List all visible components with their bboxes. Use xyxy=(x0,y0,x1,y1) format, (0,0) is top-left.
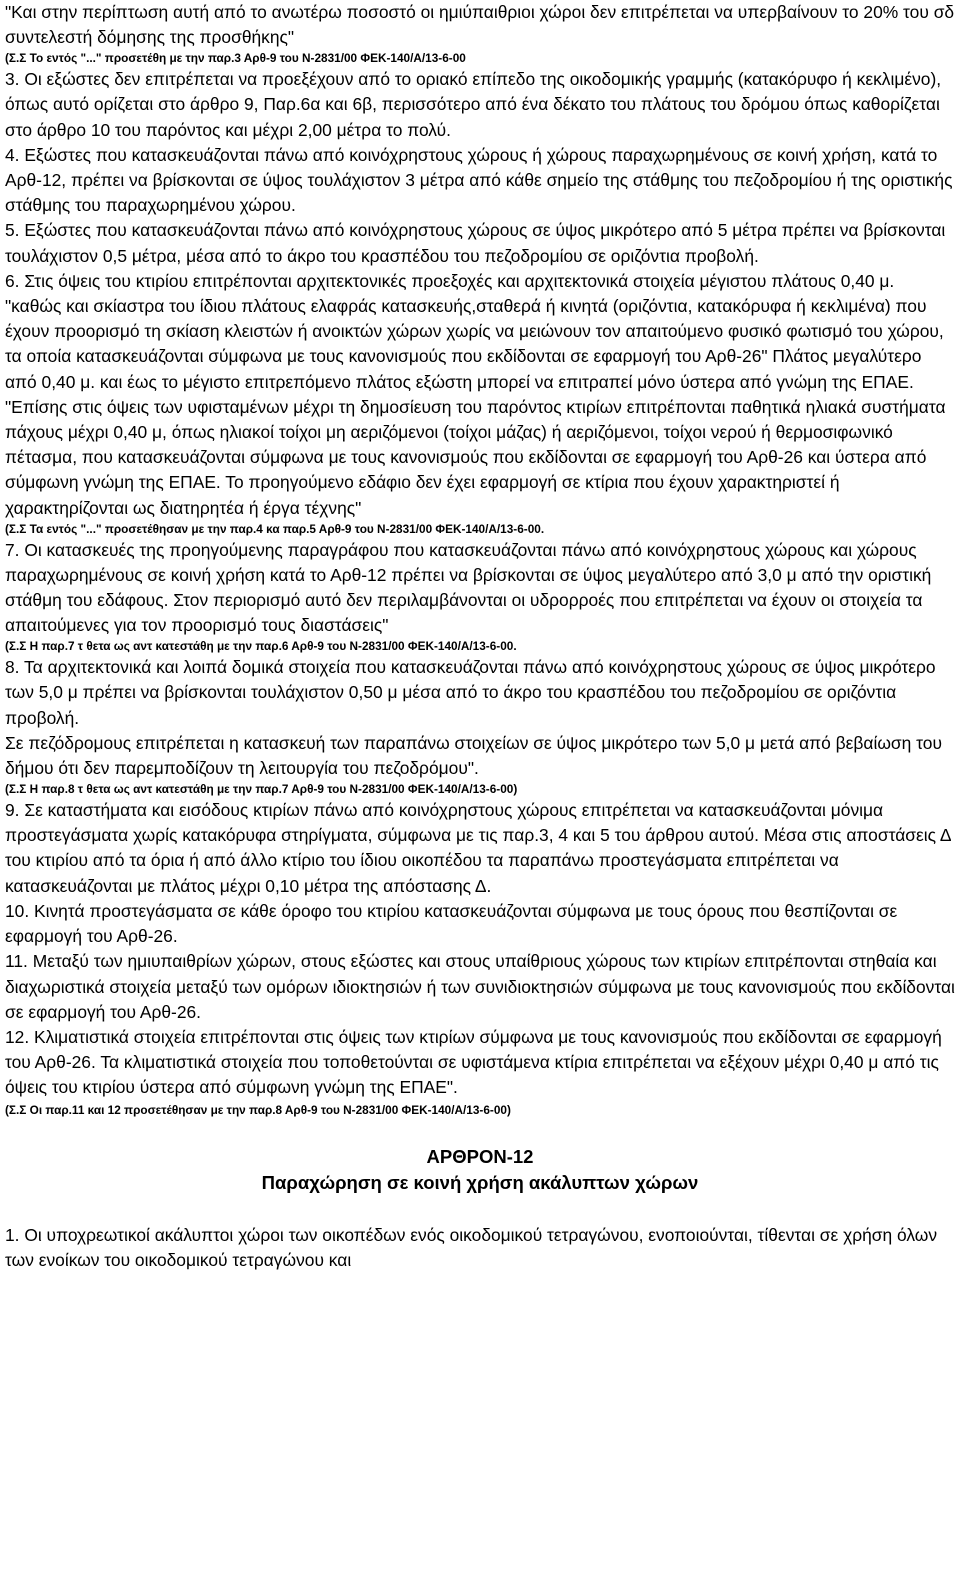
editorial-note: (Σ.Σ Η παρ.8 τ θετα ως αντ κατεστάθη με την παρ.7 Αρθ-9 του Ν-2831/00 ΦΕΚ-140/Α/13-6-00) xyxy=(5,782,518,797)
document-page xyxy=(5,0,955,1273)
editorial-note: (Σ.Σ Η παρ.7 τ θετα ως αντ κατεστάθη με την παρ.6 Αρθ-9 του Ν-2831/00 ΦΕΚ-140/Α/13-6-00. xyxy=(5,639,517,654)
article-subheading: Παραχώρηση σε κοινή χρήση ακάλυπτων χώρων xyxy=(261,1171,699,1193)
section-gap xyxy=(5,1197,955,1223)
section-gap xyxy=(5,1120,955,1145)
paragraph-8-addendum: Σε πεζόδρομους επιτρέπεται η κατασκευή των παραπάνω στοιχείων σε ύψος μικρότερο των 5,0 μ μετά από βεβαίωση του δήμου ότι δεν παρεμποδίζουν τη λειτουργία του πεζοδρόμου". xyxy=(5,732,942,779)
paragraph-6: 6. Στις όψεις του κτιρίου επιτρέπονται αρχιτεκτονικές προεξοχές και αρχιτεκτονικά στοιχεία μέγιστου πλάτους 0,40 μ. "καθώς και σκίαστρα του ίδιου πλάτους ελαφράς κατασκευής,σταθερά ή κινητά (οριζόντια, κατακόρυφα ή κεκλιμένα) που έχουν προορισμό τη σκίαση κλειστών ή ανοικτών χώρων χωρίς να μειώνουν τον απαιτούμενο φυσικό φωτισμό του χώρου, τα οποία κατασκευάζονται σύμφωνα με τους κανονισμούς που εκδίδονται σε εφαρμογή του Αρθ-26" Πλάτος μεγαλύτερο από 0,40 μ. και έως το μέγιστο επιτρεπόμενο πλάτος εξώστη μπορεί να επιτραπεί μόνο ύστερα από γνώμη της ΕΠΑΕ. xyxy=(5,270,944,392)
paragraph-9: 9. Σε καταστήματα και εισόδους κτιρίων πάνω από κοινόχρηστους χώρους επιτρέπεται να κατασκευάζονται μόνιμα προστεγάσματα χωρίς κατακόρυφα στηρίγματα, σύμφωνα με τις παρ.3, 4 και 5 του άρθρου αυτού. Μέσα στις αποστάσεις Δ του κτιρίου από τα όρια ή από άλλο κτίριο του ίδιου οικοπέδου τα παραπάνω προστεγάσματα επιτρέπεται να κατασκευάζονται με πλάτος μέχρι 0,10 μέτρα της απόστασης Δ. xyxy=(5,800,951,896)
paragraph-5: 5. Εξώστες που κατασκευάζονται πάνω από κοινόχρηστους χώρους σε ύψος μικρότερο από 5 μέτρα πρέπει να βρίσκονται τουλάχιστον 0,5 μέτρα, μέσα από το άκρο του κρασπέδου του πεζοδρομίου σε οριζόντια προβολή. xyxy=(5,220,946,266)
closing-paragraph: 1. Οι υποχρεωτικοί ακάλυπτοι χώροι των οικοπέδων ενός οικοδομικού τετραγώνου, ενοποιούνται, τίθενται σε χρήση όλων των ενοίκων του οικοδομικού τετραγώνου και xyxy=(5,1224,938,1270)
paragraph-3: 3. Οι εξώστες δεν επιτρέπεται να προεξέχουν από το οριακό επίπεδο της οικοδομικής γραμμής (κατακόρυφο ή κεκλιμένο), όπως αυτό ορίζεται στο άρθρο 9, Παρ.6α και 6β, περισσότερο από ένα δέκατο του πλάτους του δρόμου όπως καθορίζεται στο άρθρο 10 του παρόντος και μέχρι 2,00 μέτρα το πολύ. xyxy=(5,69,942,140)
article-heading: ΑΡΘΡΟΝ-12 xyxy=(426,1145,534,1167)
paragraph-intro-quote: "Και στην περίπτωση αυτή από το ανωτέρω ποσοστό οι ημιύπαιθριοι χώροι δεν επιτρέπεται να υπερβαίνουν το 20% του σδ συντελεστή δόμησης της προσθήκης" xyxy=(5,2,955,48)
paragraph-6-addendum: "Επίσης στις όψεις των υφισταμένων μέχρι τη δημοσίευση του παρόντος κτιρίων επιτρέπονται παθητικά ηλιακά συστήματα πάχους μέχρι 0,40 μ, όπως ηλιακοί τοίχοι μη αεριζόμενοι (τοίχοι μάζας) ή αεριζόμενοι, τοίχοι νερού ή θερμοσιφωνικό πέτασμα, που κατασκευάζονται σύμφωνα με τους κανονισμούς που εκδίδονται σε εφαρμογή του Αρθ-26 και ύστερα από σύμφωνη γνώμη της ΕΠΑΕ. Το προηγούμενο εδάφιο δεν έχει εφαρμογή σε κτίρια που έχουν χαρακτηριστεί ή χαρακτηρίζονται ως διατηρητέα ή έργα τέχνης" xyxy=(5,396,946,518)
paragraph-4: 4. Εξώστες που κατασκευάζονται πάνω από κοινόχρηστους χώρους ή χώρους παραχωρημένους σε κοινή χρήση, κατά το Αρθ-12, πρέπει να βρίσκονται σε ύψος τουλάχιστον 3 μέτρα από κάθε σημείο της στάθμης του πεζοδρομίου ή της οριστικής στάθμης του παραχωρημένου χώρου. xyxy=(5,144,953,216)
paragraph-11: 11. Μεταξύ των ημιυπαιθρίων χώρων, στους εξώστες και στους υπαίθριους χώρους των κτιρίων επιτρέπονται στηθαία και διαχωριστικά στοιχεία μεταξύ των ομόρων ιδιοκτησιών ή των συνιδιοκτησιών σύμφωνα με τους κανονισμούς που εκδίδονται σε εφαρμογή του Αρθ-26. xyxy=(5,951,955,1022)
paragraph-8: 8. Τα αρχιτεκτονικά και λοιπά δομικά στοιχεία που κατασκευάζονται πάνω από κοινόχρηστους χώρους σε ύψος μικρότερο των 5,0 μ πρέπει να βρίσκονται τουλάχιστον 0,50 μ μέσα από το άκρο του κρασπέδου του πεζοδρομίου σε οριζόντια προβολή. xyxy=(5,657,936,728)
paragraph-10: 10. Κινητά προστεγάσματα σε κάθε όροφο του κτιρίου κατασκευάζονται σύμφωνα με τους όρους που θεσπίζονται σε εφαρμογή του Αρθ-26. xyxy=(5,900,898,947)
paragraph-12: 12. Κλιματιστικά στοιχεία επιτρέπονται στις όψεις των κτιρίων σύμφωνα με τους κανονισμούς που εκδίδονται σε εφαρμογή του Αρθ-26. Τα κλιματιστικά στοιχεία που τοποθετούνται σε υφιστάμενα κτίρια επιτρέπεται να εξέχουν μέχρι 0,40 μ από τις όψεις του κτιρίου ύστερα από σύμφωνη γνώμη της ΕΠΑΕ". xyxy=(5,1026,942,1098)
editorial-note: (Σ.Σ Το εντός "..." προσετέθη με την παρ.3 Αρθ-9 του Ν-2831/00 ΦΕΚ-140/Α/13-6-00 xyxy=(5,51,466,66)
paragraph-7: 7. Οι κατασκευές της προηγούμενης παραγράφου που κατασκευάζονται πάνω από κοινόχρηστους χώρους και χώρους παραχωρημένους σε κοινή χρήση κατά το Αρθ-12 πρέπει να βρίσκονται σε ύψος μεγαλύτερο από 3,0 μ από την οριστική στάθμη του εδάφους. Στον περιορισμό αυτό δεν περιλαμβάνονται οι υδρορροές που επιτρέπεται να έχουν οι στοιχεία τα απαιτούμενες για τον προορισμό τους διαστάσεις" xyxy=(5,539,932,636)
editorial-note: (Σ.Σ Οι παρ.11 και 12 προσετέθησαν με την παρ.8 Αρθ-9 του Ν-2831/00 ΦΕΚ-140/Α/13-6-00) xyxy=(5,1102,511,1117)
editorial-note: (Σ.Σ Τα εντός "..." προσετέθησαν με την παρ.4 κα παρ.5 Αρθ-9 του Ν-2831/00 ΦΕΚ-140/Α/13-6-00. xyxy=(5,521,545,536)
